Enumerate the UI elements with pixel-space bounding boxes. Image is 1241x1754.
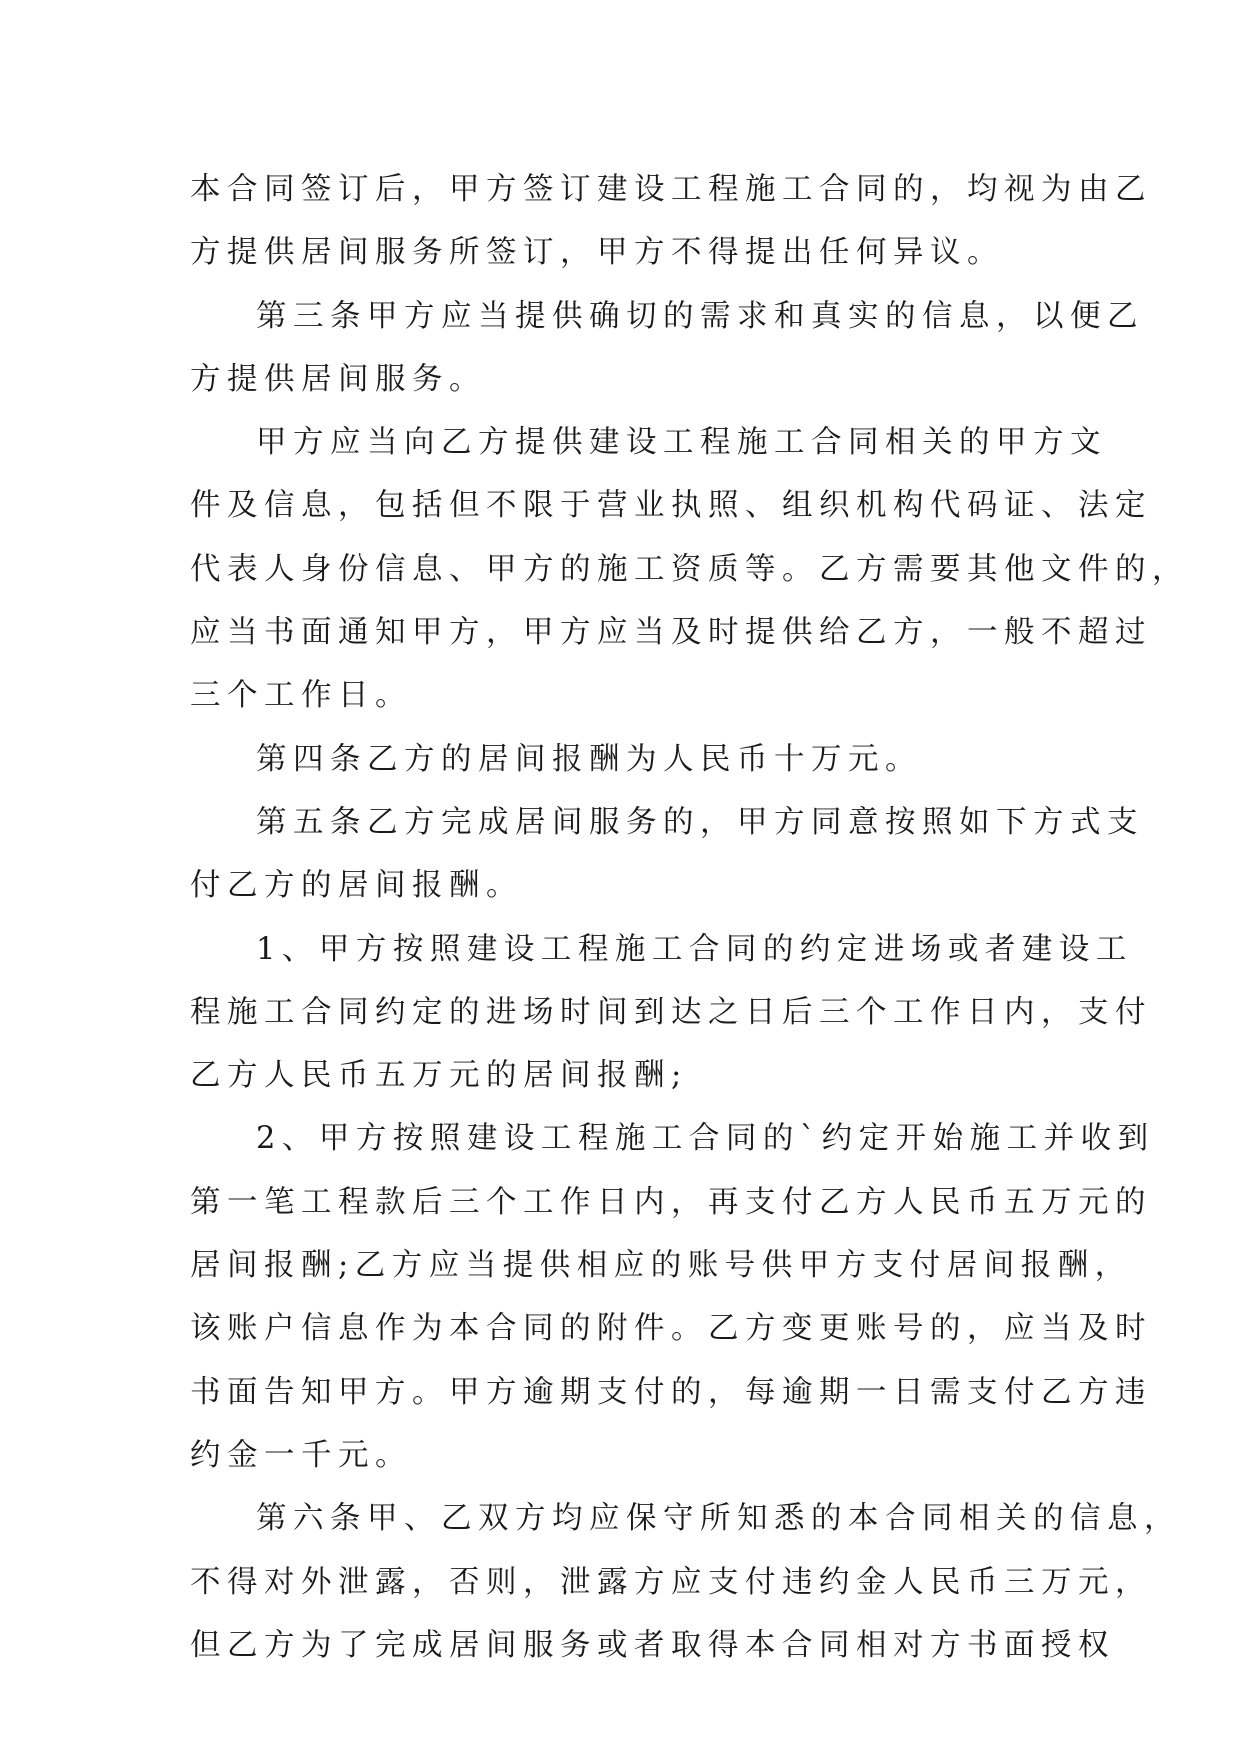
article-4-line: 第四条乙方的居间报酬为人民币十万元。 — [256, 741, 922, 777]
text-line: 方提供居间服务所签订，甲方不得提出任何异议。 — [190, 235, 1004, 271]
text-line: 方提供居间服务。 — [190, 361, 486, 397]
text-line: 第一笔工程款后三个工作日内，再支付乙方人民币五万元的 — [190, 1184, 1152, 1220]
text-line: 付乙方的居间报酬。 — [190, 868, 523, 904]
text-line: 本合同签订后，甲方签订建设工程施工合同的，均视为由乙 — [190, 172, 1152, 207]
paragraph-start-line: 甲方应当向乙方提供建设工程施工合同相关的甲方文 — [256, 425, 1107, 461]
article-6-heading-line: 第六条甲、乙双方均应保守所知悉的本合同相关的信息， — [256, 1501, 1181, 1537]
list-item-2-line: 2、甲方按照建设工程施工合同的`约定开始施工并收到 — [256, 1121, 1155, 1157]
text-line: 该账户信息作为本合同的附件。乙方变更账号的，应当及时 — [190, 1311, 1152, 1347]
text-line: 三个工作日。 — [190, 678, 412, 714]
text-line: 程施工合同约定的进场时间到达之日后三个工作日内，支付 — [190, 994, 1152, 1030]
article-3-heading-line: 第三条甲方应当提供确切的需求和真实的信息，以便乙 — [256, 298, 1144, 334]
text-line: 约金一千元。 — [190, 1437, 412, 1473]
text-line: 应当书面通知甲方，甲方应当及时提供给乙方，一般不超过 — [190, 615, 1152, 651]
article-5-heading-line: 第五条乙方完成居间服务的，甲方同意按照如下方式支 — [256, 804, 1144, 840]
text-line: 乙方人民币五万元的居间报酬; — [190, 1058, 688, 1094]
text-line: 代表人身份信息、甲方的施工资质等。乙方需要其他文件的， — [190, 551, 1189, 587]
text-line: 件及信息，包括但不限于营业执照、组织机构代码证、法定 — [190, 488, 1152, 524]
text-line: 不得对外泄露，否则，泄露方应支付违约金人民币三万元， — [190, 1564, 1152, 1600]
list-item-1-line: 1、甲方按照建设工程施工合同的约定进场或者建设工 — [256, 931, 1133, 967]
document-body — [190, 158, 1189, 1677]
text-line: 但乙方为了完成居间服务或者取得本合同相对方书面授权 — [190, 1627, 1115, 1663]
text-line: 居间报酬;乙方应当提供相应的账号供甲方支付居间报酬， — [190, 1248, 1132, 1284]
text-line: 书面告知甲方。甲方逾期支付的，每逾期一日需支付乙方违 — [190, 1374, 1152, 1410]
